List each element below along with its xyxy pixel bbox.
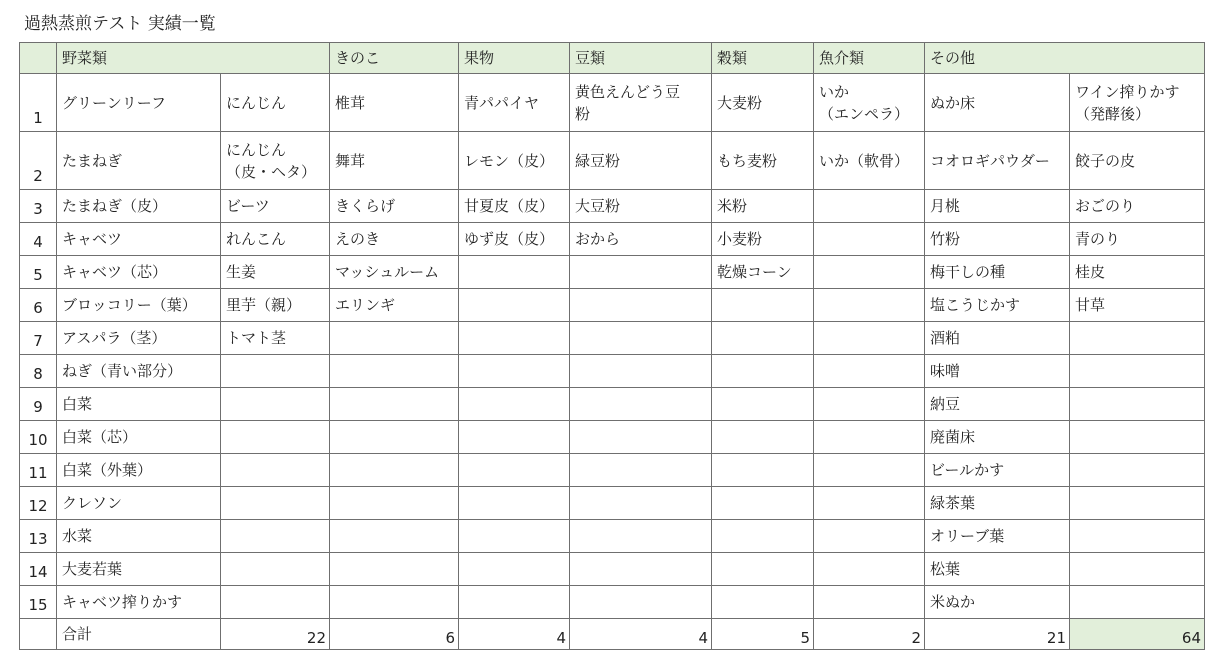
table-cell[interactable]: 舞茸 [330, 132, 459, 190]
table-cell[interactable] [814, 421, 925, 454]
table-cell[interactable] [712, 421, 814, 454]
table-cell[interactable] [712, 388, 814, 421]
table-cell[interactable]: 餃子の皮 [1070, 132, 1205, 190]
table-cell[interactable] [814, 74, 925, 132]
table-cell[interactable]: クレソン [57, 487, 221, 520]
table-row [20, 388, 1205, 421]
grand-total[interactable]: 64 [1070, 619, 1205, 650]
table-cell[interactable] [570, 421, 712, 454]
table-cell[interactable] [1070, 322, 1205, 355]
category-total[interactable]: 21 [925, 619, 1070, 650]
table-cell[interactable]: 緑豆粉 [570, 132, 712, 190]
table-cell[interactable]: 白菜（外葉） [57, 454, 221, 487]
table-cell[interactable]: たまねぎ [57, 132, 221, 190]
table-cell[interactable] [459, 553, 570, 586]
table-cell[interactable] [570, 454, 712, 487]
cell-text-line: ワイン搾りかす [1075, 82, 1180, 101]
cell-text-line: （皮・ヘタ） [226, 162, 317, 181]
table-cell[interactable] [814, 586, 925, 619]
cell-text-line: （エンペラ） [819, 104, 910, 123]
table-cell[interactable]: 月桃 [925, 190, 1070, 223]
table-cell[interactable]: 納豆 [925, 388, 1070, 421]
table-cell[interactable]: キャベツ（芯） [57, 256, 221, 289]
table-cell[interactable]: ビーツ [221, 190, 330, 223]
table-cell[interactable]: 大麦若葉 [57, 553, 221, 586]
category-header[interactable]: 野菜類 [57, 43, 330, 74]
table-cell[interactable] [1070, 74, 1205, 132]
table-cell[interactable]: キャベツ搾りかす [57, 586, 221, 619]
table-cell[interactable] [570, 520, 712, 553]
table-cell[interactable] [814, 355, 925, 388]
table-cell[interactable] [814, 289, 925, 322]
table-cell[interactable]: 白菜（芯） [57, 421, 221, 454]
table-cell[interactable]: キャベツ [57, 223, 221, 256]
table-cell[interactable] [221, 454, 330, 487]
table-cell[interactable]: 松葉 [925, 553, 1070, 586]
table-cell[interactable]: もち麦粉 [712, 132, 814, 190]
table-cell[interactable] [459, 421, 570, 454]
table-cell[interactable] [459, 289, 570, 322]
table-cell[interactable]: エリンギ [330, 289, 459, 322]
row-number[interactable]: 15 [20, 586, 57, 619]
table-cell[interactable] [1070, 487, 1205, 520]
table-cell[interactable]: 米粉 [712, 190, 814, 223]
table-cell[interactable] [221, 553, 330, 586]
table-cell[interactable] [1070, 553, 1205, 586]
row-number[interactable]: 2 [20, 132, 57, 190]
table-cell[interactable]: 桂皮 [1070, 256, 1205, 289]
table-cell[interactable] [570, 553, 712, 586]
table-cell[interactable] [459, 454, 570, 487]
table-cell[interactable]: 梅干しの種 [925, 256, 1070, 289]
cell-text-line: 黄色えんどう豆 [575, 82, 681, 101]
table-cell[interactable]: 甘夏皮（皮） [459, 190, 570, 223]
category-header[interactable]: 穀類 [712, 43, 814, 74]
table-cell[interactable] [221, 132, 330, 190]
table-body [20, 43, 1205, 650]
row-number[interactable]: 5 [20, 256, 57, 289]
table-cell[interactable] [814, 454, 925, 487]
table-cell[interactable] [570, 256, 712, 289]
table-cell[interactable] [814, 487, 925, 520]
table-cell[interactable]: たまねぎ（皮） [57, 190, 221, 223]
table-row [20, 132, 1205, 190]
table-cell[interactable]: 小麦粉 [712, 223, 814, 256]
table-cell[interactable]: ブロッコリー（葉） [57, 289, 221, 322]
category-header[interactable]: きのこ [330, 43, 459, 74]
table-cell[interactable]: アスパラ（茎） [57, 322, 221, 355]
table-cell[interactable] [712, 289, 814, 322]
table-row [20, 223, 1205, 256]
table-cell[interactable] [221, 586, 330, 619]
table-cell[interactable]: 乾燥コーン [712, 256, 814, 289]
row-number-header[interactable] [20, 43, 57, 74]
table-cell[interactable] [221, 388, 330, 421]
table-cell[interactable] [459, 520, 570, 553]
table-cell[interactable] [712, 454, 814, 487]
table-cell[interactable] [459, 355, 570, 388]
table-cell[interactable]: ぬか床 [925, 74, 1070, 132]
table-cell[interactable] [814, 388, 925, 421]
table-cell[interactable] [459, 586, 570, 619]
results-table [19, 42, 1205, 650]
row-number[interactable]: 12 [20, 487, 57, 520]
table-row [20, 487, 1205, 520]
table-cell[interactable]: ねぎ（青い部分） [57, 355, 221, 388]
table-cell[interactable]: マッシュルーム [330, 256, 459, 289]
sheet-title: 過熱蒸煎テスト 実績一覧 [24, 14, 216, 34]
table-cell[interactable] [1070, 586, 1205, 619]
cell-text-line: いか [819, 82, 850, 101]
table-cell[interactable] [570, 388, 712, 421]
table-cell[interactable] [814, 322, 925, 355]
table-cell[interactable] [459, 388, 570, 421]
table-cell[interactable] [330, 388, 459, 421]
table-cell[interactable]: 椎茸 [330, 74, 459, 132]
category-header[interactable]: 魚介類 [814, 43, 925, 74]
table-row [20, 553, 1205, 586]
table-row [20, 454, 1205, 487]
table-cell[interactable] [330, 553, 459, 586]
category-total[interactable]: 4 [570, 619, 712, 650]
table-cell[interactable] [712, 322, 814, 355]
row-number[interactable]: 4 [20, 223, 57, 256]
category-total[interactable]: 6 [330, 619, 459, 650]
table-cell[interactable] [1070, 454, 1205, 487]
table-cell[interactable]: ビールかす [925, 454, 1070, 487]
table-cell[interactable]: トマト茎 [221, 322, 330, 355]
table-cell[interactable]: 大麦粉 [712, 74, 814, 132]
table-cell[interactable] [570, 322, 712, 355]
table-cell[interactable]: 米ぬか [925, 586, 1070, 619]
table-cell[interactable] [221, 355, 330, 388]
table-cell[interactable] [1070, 421, 1205, 454]
table-cell[interactable] [330, 586, 459, 619]
row-number[interactable]: 11 [20, 454, 57, 487]
row-number[interactable]: 6 [20, 289, 57, 322]
table-cell[interactable] [459, 487, 570, 520]
table-cell[interactable]: レモン（皮） [459, 132, 570, 190]
table-cell[interactable]: コオロギパウダー [925, 132, 1070, 190]
table-cell[interactable] [570, 74, 712, 132]
row-number[interactable]: 14 [20, 553, 57, 586]
table-cell[interactable] [570, 487, 712, 520]
table-cell[interactable] [712, 355, 814, 388]
table-cell[interactable] [570, 355, 712, 388]
table-cell[interactable] [1070, 355, 1205, 388]
table-cell[interactable]: おごのり [1070, 190, 1205, 223]
table-cell[interactable] [570, 586, 712, 619]
category-header[interactable]: 果物 [459, 43, 570, 74]
table-row [20, 520, 1205, 553]
table-cell[interactable] [330, 454, 459, 487]
table-row [20, 256, 1205, 289]
row-number[interactable]: 1 [20, 74, 57, 132]
table-cell[interactable] [814, 520, 925, 553]
table-cell[interactable] [459, 322, 570, 355]
table-cell[interactable] [221, 487, 330, 520]
table-cell[interactable]: いか（軟骨） [814, 132, 925, 190]
table-cell[interactable]: 竹粉 [925, 223, 1070, 256]
table-cell[interactable]: 塩こうじかす [925, 289, 1070, 322]
table-cell[interactable] [221, 421, 330, 454]
table-cell[interactable]: 里芋（親） [221, 289, 330, 322]
table-cell[interactable]: 生姜 [221, 256, 330, 289]
table-cell[interactable] [330, 355, 459, 388]
table-cell[interactable] [330, 487, 459, 520]
table-cell[interactable] [814, 256, 925, 289]
row-number[interactable]: 9 [20, 388, 57, 421]
row-number[interactable]: 3 [20, 190, 57, 223]
category-header[interactable]: 豆類 [570, 43, 712, 74]
table-cell[interactable] [1070, 520, 1205, 553]
table-row [20, 190, 1205, 223]
table-row [20, 322, 1205, 355]
category-header-row [20, 43, 1205, 74]
category-total[interactable]: 4 [459, 619, 570, 650]
table-cell[interactable]: 酒粕 [925, 322, 1070, 355]
table-row [20, 289, 1205, 322]
table-cell[interactable] [712, 520, 814, 553]
table-cell[interactable]: 水菜 [57, 520, 221, 553]
table-cell[interactable]: 大豆粉 [570, 190, 712, 223]
table-cell[interactable]: グリーンリーフ [57, 74, 221, 132]
table-cell[interactable]: 青のり [1070, 223, 1205, 256]
totals-row [20, 619, 1205, 650]
row-number[interactable]: 7 [20, 322, 57, 355]
category-total[interactable]: 22 [221, 619, 330, 650]
table-cell[interactable] [712, 586, 814, 619]
table-cell[interactable]: オリーブ葉 [925, 520, 1070, 553]
table-cell[interactable] [330, 520, 459, 553]
table-cell[interactable]: 甘草 [1070, 289, 1205, 322]
table-row [20, 355, 1205, 388]
table-cell[interactable] [221, 520, 330, 553]
cell-text-line: 粉 [575, 104, 591, 123]
table-cell[interactable] [814, 190, 925, 223]
table-cell[interactable]: れんこん [221, 223, 330, 256]
row-number[interactable] [20, 619, 57, 650]
table-cell[interactable]: 青パパイヤ [459, 74, 570, 132]
cell-text-line: にんじん [226, 140, 287, 159]
table-cell[interactable] [1070, 388, 1205, 421]
table-cell[interactable] [814, 553, 925, 586]
table-cell[interactable]: 緑茶葉 [925, 487, 1070, 520]
table-cell[interactable] [712, 553, 814, 586]
table-cell[interactable] [330, 322, 459, 355]
row-number[interactable]: 10 [20, 421, 57, 454]
table-cell[interactable]: おから [570, 223, 712, 256]
table-cell[interactable]: 白菜 [57, 388, 221, 421]
table-cell[interactable] [330, 421, 459, 454]
category-total[interactable]: 5 [712, 619, 814, 650]
row-number[interactable]: 8 [20, 355, 57, 388]
table-cell[interactable]: 廃菌床 [925, 421, 1070, 454]
table-cell[interactable] [570, 289, 712, 322]
table-cell[interactable]: きくらげ [330, 190, 459, 223]
table-cell[interactable] [712, 487, 814, 520]
category-header[interactable]: その他 [925, 43, 1205, 74]
table-row [20, 586, 1205, 619]
category-total[interactable]: 2 [814, 619, 925, 650]
table-cell[interactable]: 味噌 [925, 355, 1070, 388]
row-number[interactable]: 13 [20, 520, 57, 553]
cell-text-line: （発酵後） [1075, 104, 1151, 123]
table-cell[interactable]: にんじん [221, 74, 330, 132]
table-cell[interactable] [459, 256, 570, 289]
table-cell[interactable] [814, 223, 925, 256]
table-cell[interactable]: えのき [330, 223, 459, 256]
totals-label[interactable]: 合計 [57, 619, 221, 650]
table-row [20, 74, 1205, 132]
table-cell[interactable]: ゆず皮（皮） [459, 223, 570, 256]
table-row [20, 421, 1205, 454]
